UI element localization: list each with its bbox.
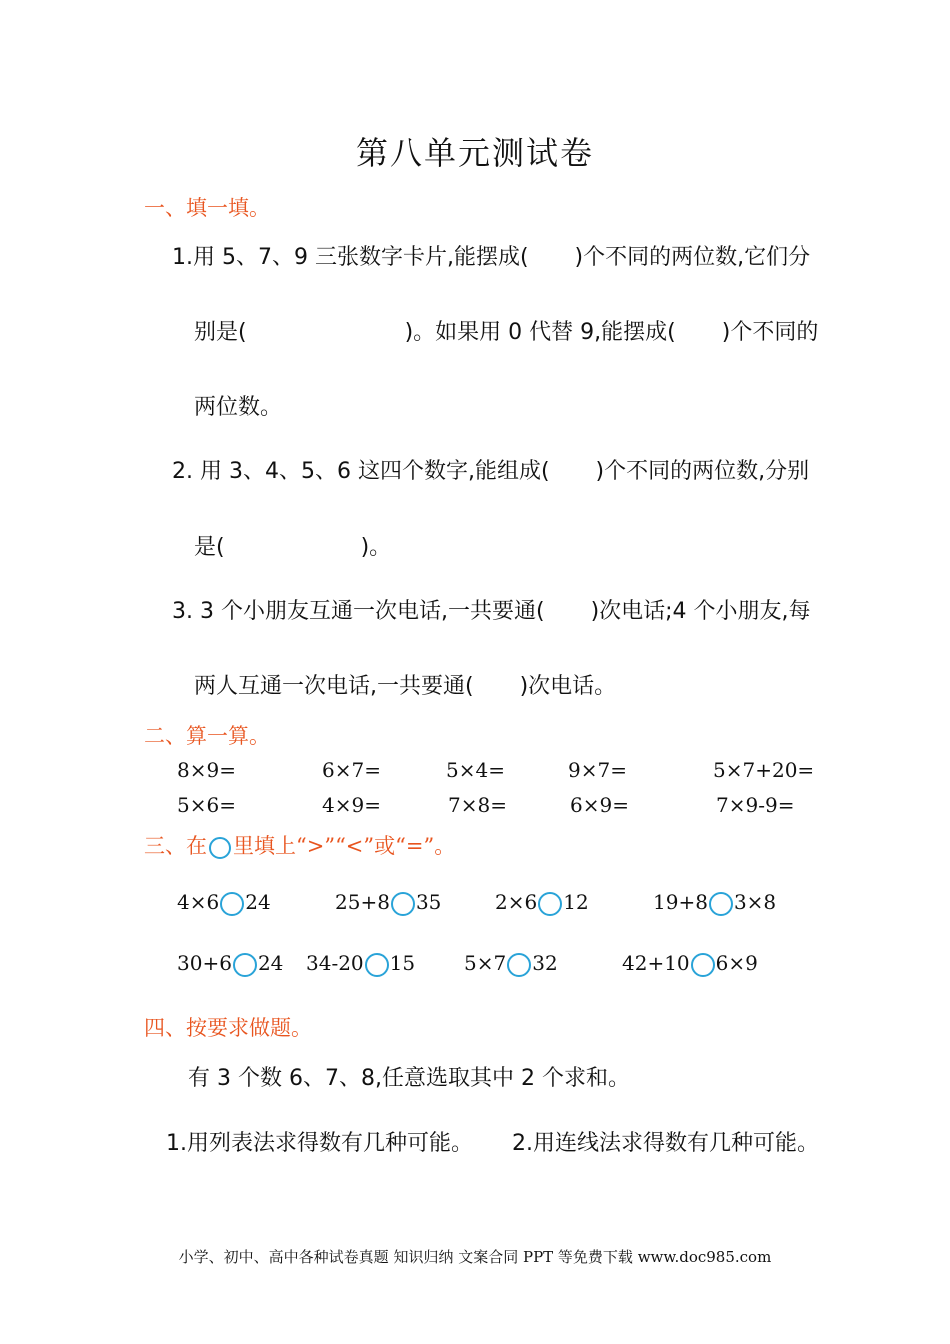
compare-left: 5×7 xyxy=(464,951,507,975)
compare-left: 34-20 xyxy=(306,951,364,975)
compare-circle[interactable] xyxy=(538,892,562,916)
footer-note: 小学、初中、高中各种试卷真题 知识归纳 文案合同 PPT 等免费下载 www.doc985.com xyxy=(178,1248,772,1266)
compare-left: 4×6 xyxy=(177,890,220,914)
q2-text-b: )个不同的两位数,分别 xyxy=(595,459,810,484)
compare-right: 12 xyxy=(563,890,589,914)
compare-left: 42+10 xyxy=(622,951,690,975)
compare-right: 24 xyxy=(245,890,271,914)
q1-text-b: )个不同的两位数,它们分 xyxy=(574,245,811,270)
question-1-line-1 xyxy=(172,240,810,271)
question-3-line-2 xyxy=(194,669,616,700)
calc-item: 5×7+20= xyxy=(713,758,815,782)
compare-circle[interactable] xyxy=(233,953,257,977)
task-intro: 有 3 个数 6、7、8,任意选取其中 2 个求和。 xyxy=(188,1066,630,1091)
compare-right: 15 xyxy=(389,951,416,975)
section-2-heading: 二、算一算。 xyxy=(144,724,270,748)
section-4-heading: 四、按要求做题。 xyxy=(144,1016,312,1040)
calc-item: 5×4= xyxy=(446,758,505,782)
section-1-heading: 一、填一填。 xyxy=(144,196,270,220)
compare-left: 19+8 xyxy=(653,890,708,914)
calc-item: 7×8= xyxy=(448,793,507,817)
q1-text-e: )个不同的 xyxy=(721,320,819,345)
section-3-pre: 三、在 xyxy=(144,834,207,858)
compare-circle[interactable] xyxy=(220,892,244,916)
compare-right: 35 xyxy=(415,890,442,914)
compare-circle[interactable] xyxy=(709,892,733,916)
compare-item xyxy=(177,890,271,916)
page-title: 第八单元测试卷 xyxy=(355,134,594,172)
compare-right: 3×8 xyxy=(733,890,777,914)
compare-right: 32 xyxy=(532,951,558,975)
compare-right: 24 xyxy=(257,951,284,975)
compare-left: 25+8 xyxy=(335,890,390,914)
q2-text-c: 是( xyxy=(194,535,225,560)
q3-text-a: 3. 3 个小朋友互通一次电话,一共要通( xyxy=(172,599,545,624)
question-2-line-1 xyxy=(172,454,809,485)
compare-circle[interactable] xyxy=(507,953,531,977)
compare-item xyxy=(335,890,441,916)
q3-text-b: )次电话;4 个小朋友,每 xyxy=(590,599,811,624)
calc-item: 4×9= xyxy=(322,793,381,817)
compare-circle[interactable] xyxy=(391,892,415,916)
calc-item: 6×7= xyxy=(322,758,381,782)
compare-item xyxy=(306,951,415,977)
task-sub-1: 1.用列表法求得数有几种可能。 xyxy=(166,1131,473,1156)
compare-item xyxy=(653,890,776,916)
compare-left: 2×6 xyxy=(495,890,538,914)
q1-text-c: 别是( xyxy=(194,320,247,345)
calc-item: 7×9-9= xyxy=(716,793,795,817)
compare-item xyxy=(177,951,283,977)
compare-circle[interactable] xyxy=(365,953,389,977)
compare-item xyxy=(495,890,589,916)
task-sub-2: 2.用连线法求得数有几种可能。 xyxy=(512,1131,819,1156)
q3-text-c: 两人互通一次电话,一共要通( xyxy=(194,674,474,699)
question-2-line-2 xyxy=(194,530,391,561)
section-3-heading xyxy=(144,830,455,860)
question-1-line-2 xyxy=(194,315,818,346)
q1-text-a: 1.用 5、7、9 三张数字卡片,能摆成( xyxy=(172,245,529,270)
calc-item: 5×6= xyxy=(177,793,236,817)
section-3-post: 里填上“>”“<”或“=”。 xyxy=(233,834,456,858)
question-3-line-1 xyxy=(172,594,811,625)
calc-item: 8×9= xyxy=(177,758,236,782)
compare-left: 30+6 xyxy=(177,951,232,975)
circle-icon xyxy=(209,837,231,859)
calc-item: 6×9= xyxy=(570,793,629,817)
calc-item: 9×7= xyxy=(568,758,627,782)
q3-text-d: )次电话。 xyxy=(519,674,617,699)
q2-text-a: 2. 用 3、4、5、6 这四个数字,能组成( xyxy=(172,459,550,484)
compare-right: 6×9 xyxy=(715,951,758,975)
question-1-line-3: 两位数。 xyxy=(194,395,283,420)
compare-circle[interactable] xyxy=(691,953,715,977)
compare-item xyxy=(622,951,758,977)
compare-item xyxy=(464,951,558,977)
q1-text-d: )。如果用 0 代替 9,能摆成( xyxy=(404,320,676,345)
q2-text-d: )。 xyxy=(360,535,392,560)
